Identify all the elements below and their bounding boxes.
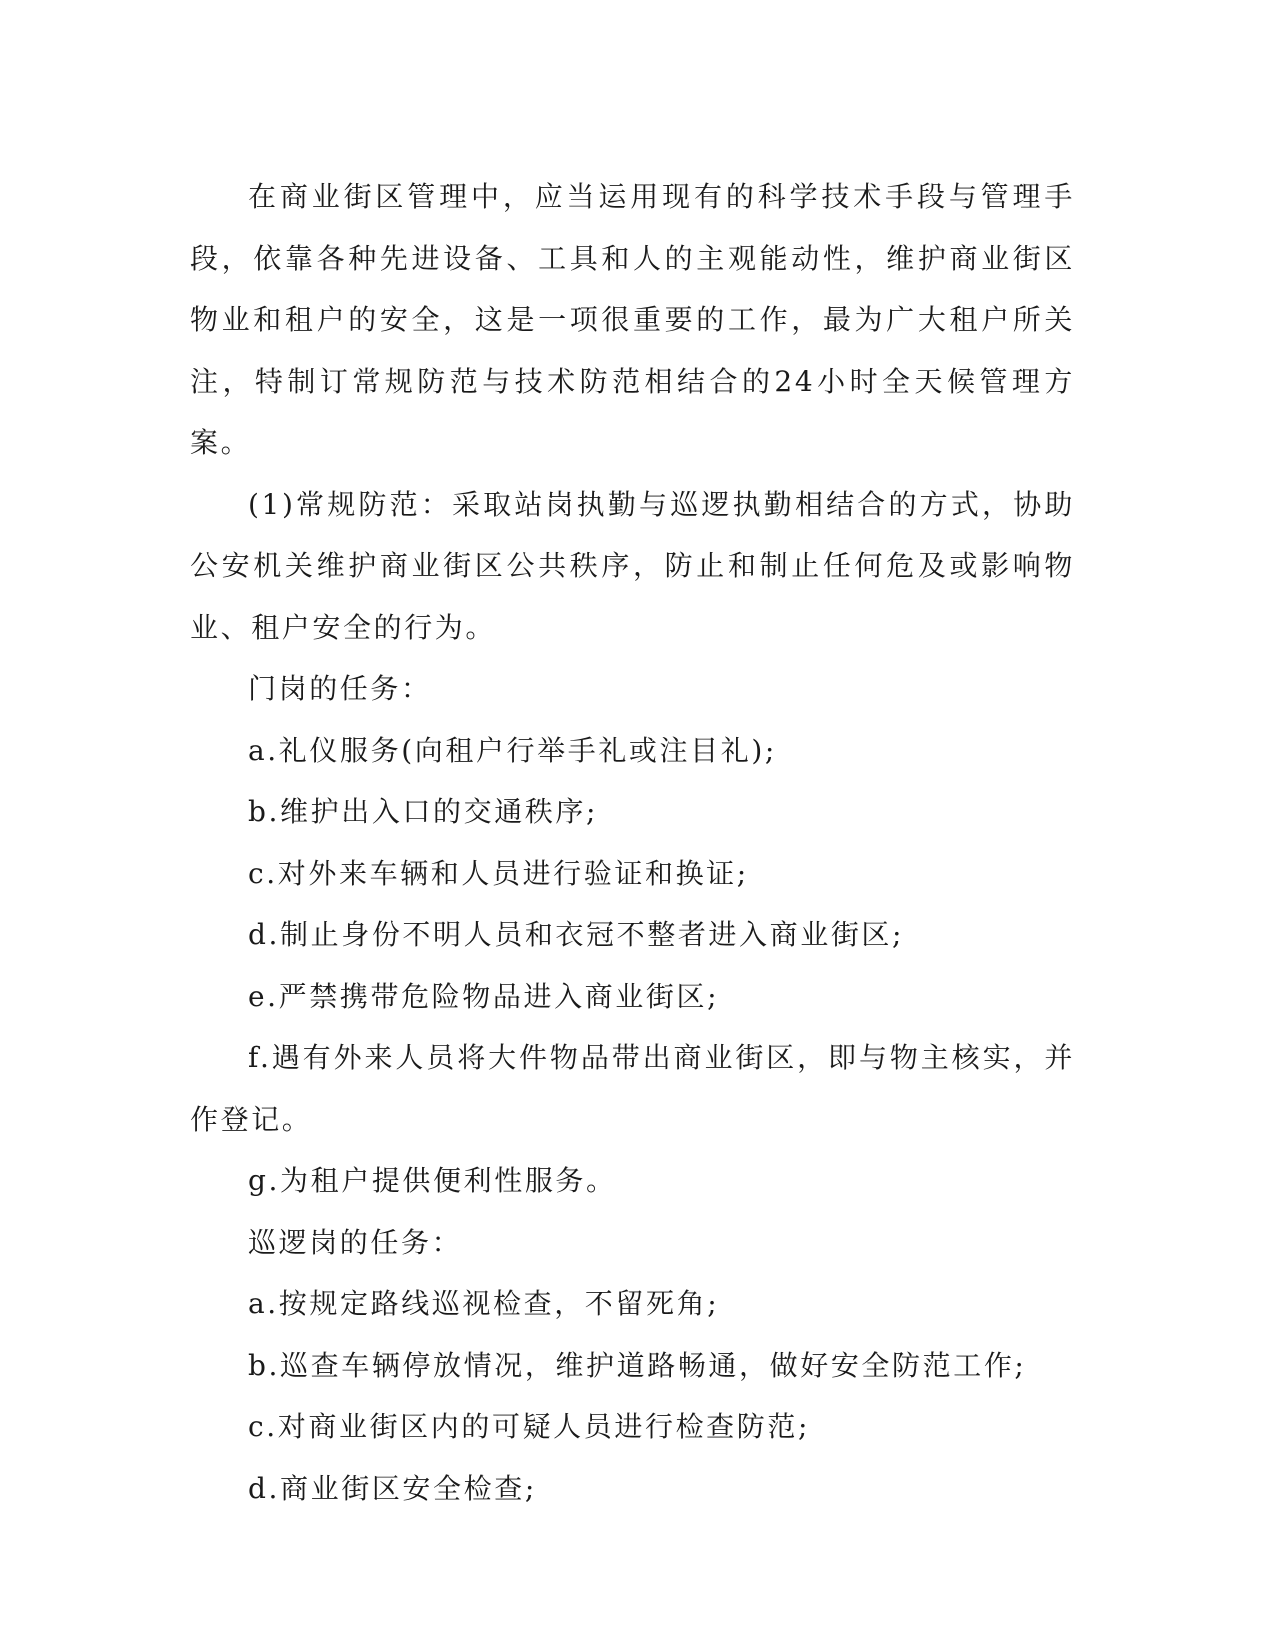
list-item-gate-g: g.为租户提供便利性服务。: [248, 1164, 617, 1197]
paragraph-intro: 在商业街区管理中，应当运用现有的科学技术手段与管理手段，依靠各种先进设备、工具和人的主观能动性，维护商业街区物业和租户的安全，这是一项很重要的工作，最为广大租户所关注，特制订常规防范与技术防范相结合的24小时全天候管理方案。: [190, 180, 1075, 459]
heading-gate-post-tasks: 门岗的任务：: [248, 672, 432, 705]
list-item-patrol-c: c.对商业街区内的可疑人员进行检查防范;: [248, 1410, 811, 1443]
paragraph-routine-prevention: (1)常规防范：采取站岗执勤与巡逻执勤相结合的方式，协助公安机关维护商业街区公共秩序，防止和制止任何危及或影响物业、租户安全的行为。: [190, 487, 1075, 644]
list-item-patrol-d: d.商业街区安全检查;: [248, 1471, 537, 1505]
document-body: [190, 166, 1075, 1519]
list-item-gate-f: f.遇有外来人员将大件物品带出商业街区，即与物主核实，并作登记。: [190, 1041, 1075, 1136]
list-item-gate-c: c.对外来车辆和人员进行验证和换证;: [248, 856, 749, 890]
list-item-gate-d: d.制止身份不明人员和衣冠不整者进入商业街区;: [248, 918, 905, 951]
heading-patrol-post-tasks: 巡逻岗的任务：: [248, 1225, 463, 1259]
list-item-patrol-b: b.巡查车辆停放情况，维护道路畅通，做好安全防范工作;: [248, 1348, 1027, 1382]
list-item-gate-b: b.维护出入口的交通秩序;: [248, 795, 599, 828]
list-item-patrol-a: a.按规定路线巡视检查，不留死角;: [248, 1287, 720, 1320]
list-item-gate-e: e.严禁携带危险物品进入商业街区;: [248, 979, 720, 1013]
list-item-gate-a: a.礼仪服务(向租户行举手礼或注目礼);: [248, 733, 777, 767]
